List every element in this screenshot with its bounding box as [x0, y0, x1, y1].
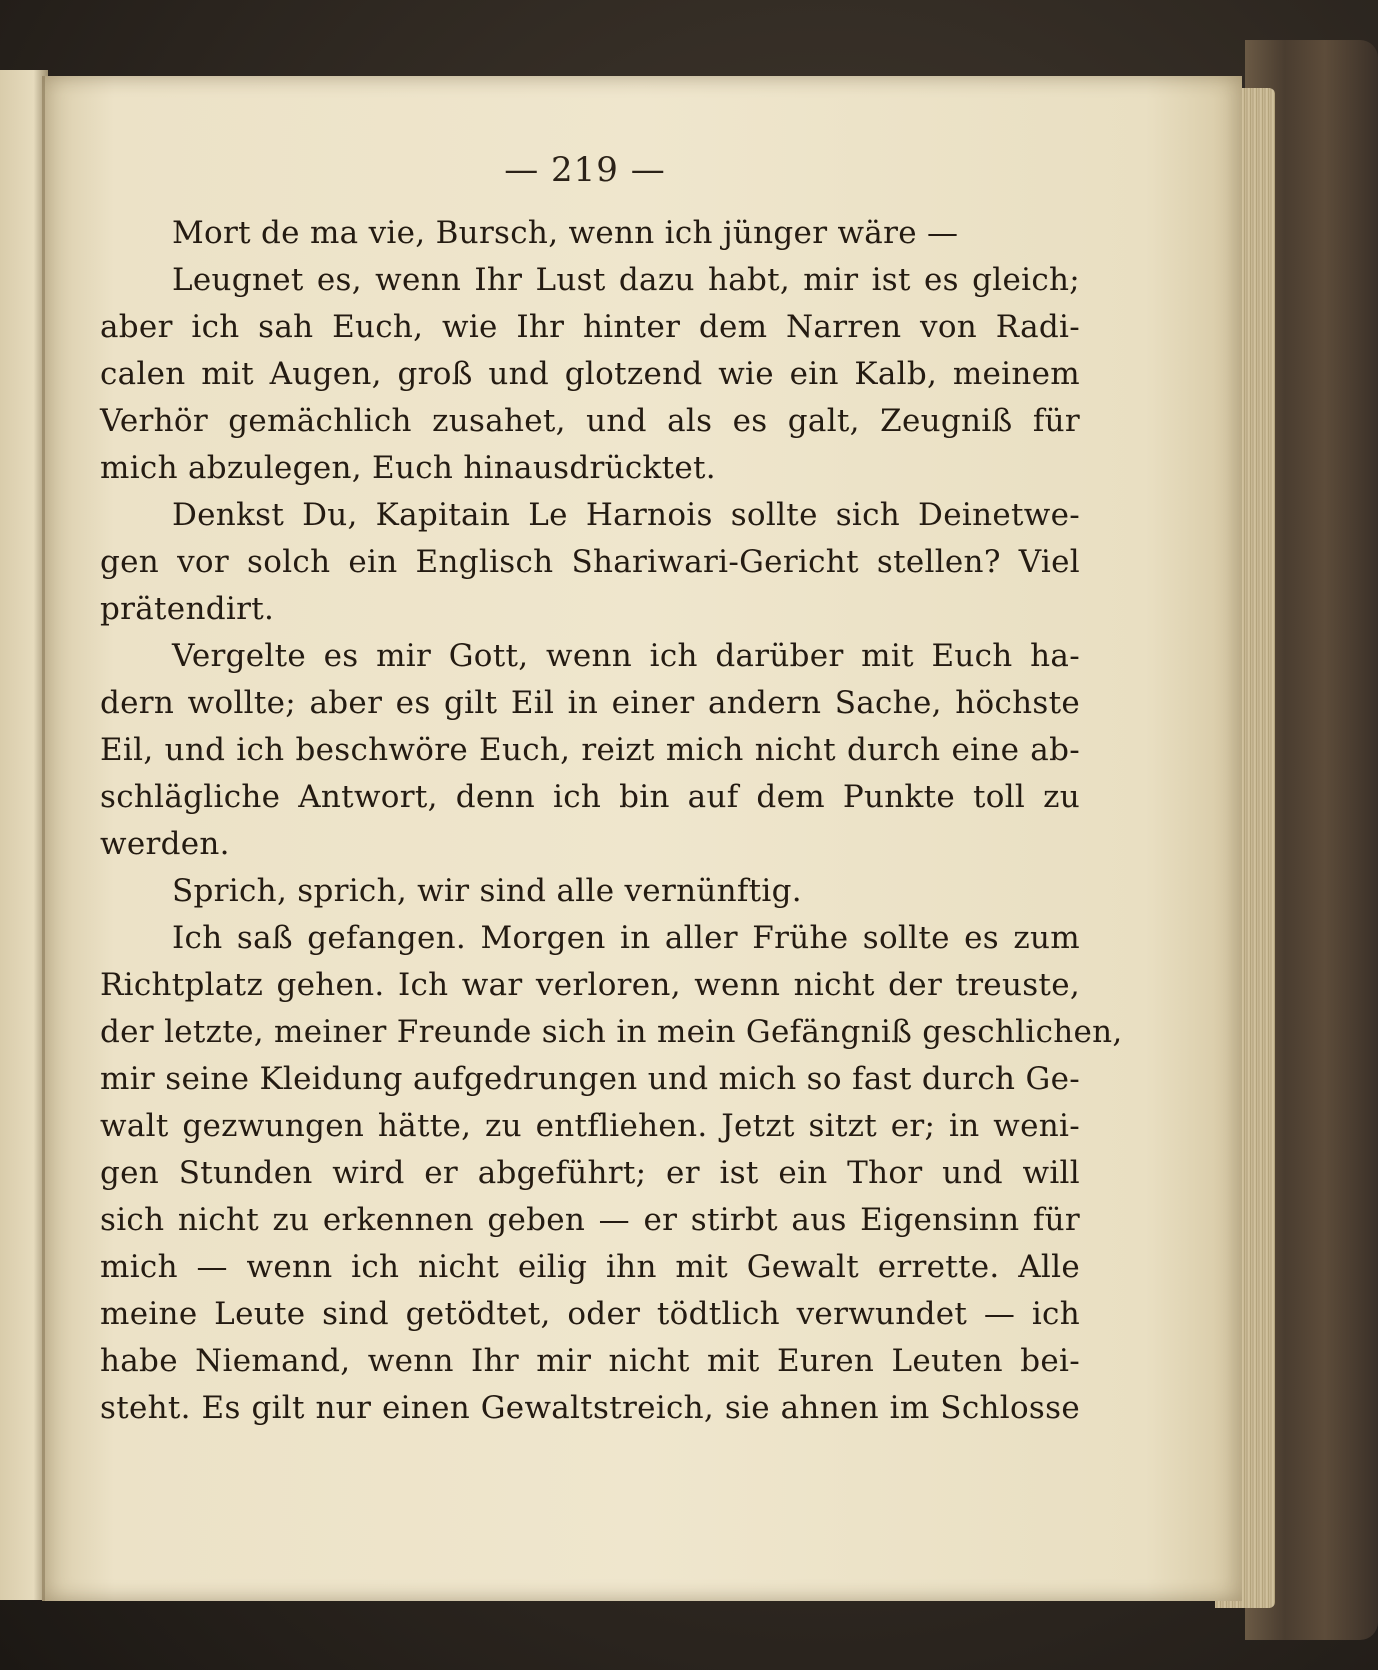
text-line: mich — wenn ich nicht eilig ihn mit Gewalt errette. Alle [100, 1249, 1080, 1285]
text-line: sich nicht zu erkennen geben — er stirbt aus Eigensinn für [100, 1202, 1080, 1238]
page-number: — 219 — [504, 150, 666, 190]
gutter-shadow [42, 76, 45, 1601]
text-line: Mort de ma vie, Bursch, wenn ich jünger wäre — [172, 215, 959, 251]
text-line: Eil, und ich beschwöre Euch, reizt mich nicht durch eine ab- [100, 732, 1080, 768]
text-line: prätendirt. [100, 591, 275, 627]
text-line: gen Stunden wird er abgeführt; er ist ein Thor und will [100, 1155, 1080, 1191]
page-text [100, 210, 1123, 1432]
text-line: steht. Es gilt nur einen Gewaltstreich, sie ahnen im Schlosse [100, 1390, 1080, 1426]
text-line: habe Niemand, wenn Ihr mir nicht mit Euren Leuten bei- [100, 1343, 1080, 1379]
text-line: Richtplatz gehen. Ich war verloren, wenn nicht der treuste, [100, 967, 1080, 1003]
text-line: Denkst Du, Kapitain Le Harnois sollte sich Deinetwe- [172, 497, 1080, 533]
text-line: schlägliche Antwort, denn ich bin auf dem Punkte toll zu [100, 779, 1080, 815]
text-line: walt gezwungen hätte, zu entfliehen. Jetzt sitzt er; in weni- [100, 1108, 1080, 1144]
text-line: mich abzulegen, Euch hinausdrücktet. [100, 450, 716, 486]
text-line: Vergelte es mir Gott, wenn ich darüber mit Euch ha- [172, 638, 1080, 674]
text-line: der letzte, meiner Freunde sich in mein Gefängniß geschlichen, [100, 1014, 1123, 1050]
text-line: calen mit Augen, groß und glotzend wie ein Kalb, meinem [100, 356, 1080, 392]
left-page-fragment [0, 70, 48, 1600]
text-line: gen vor solch ein Englisch Shariwari-Gericht stellen? Viel [100, 544, 1080, 580]
text-line: Ich saß gefangen. Morgen in aller Frühe sollte es zum [172, 920, 1080, 956]
text-line: Sprich, sprich, wir sind alle vernünftig. [172, 873, 802, 909]
text-line: Verhör gemächlich zusahet, und als es galt, Zeugniß für [100, 403, 1080, 439]
text-line: werden. [100, 826, 230, 862]
text-line: aber ich sah Euch, wie Ihr hinter dem Narren von Radi- [100, 309, 1080, 345]
text-line: mir seine Kleidung aufgedrungen und mich so fast durch Ge- [100, 1061, 1080, 1097]
text-line: dern wollte; aber es gilt Eil in einer andern Sache, höchste [100, 685, 1080, 721]
text-line: Leugnet es, wenn Ihr Lust dazu habt, mir ist es gleich; [172, 262, 1080, 298]
text-line: meine Leute sind getödtet, oder tödtlich verwundet — ich [100, 1296, 1080, 1332]
